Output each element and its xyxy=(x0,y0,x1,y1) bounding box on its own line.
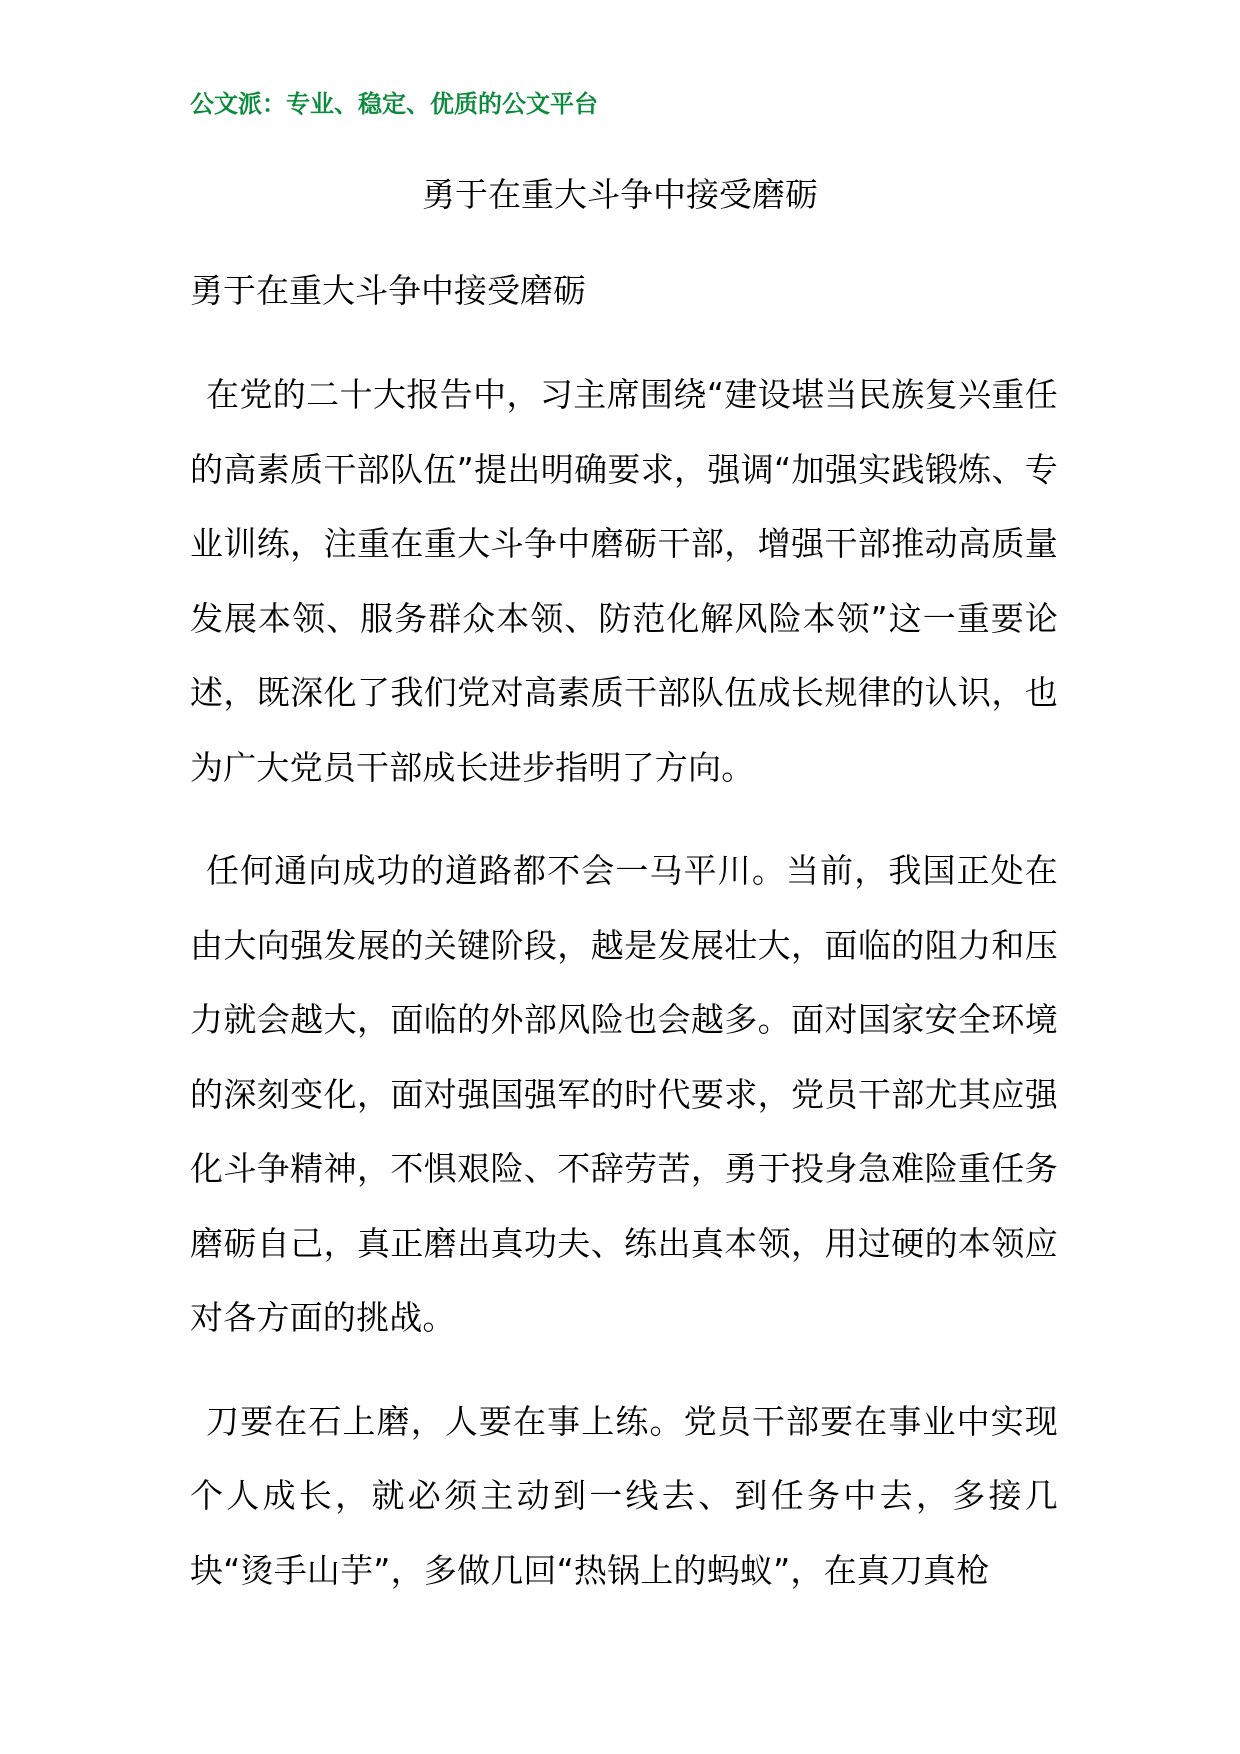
document-title: 勇于在重大斗争中接受磨砺 xyxy=(422,175,818,214)
paragraph-2: 任何通向成功的道路都不会一马平川。当前，我国正处在由大向强发展的关键阶段，越是发展壮大，面临的阻力和压力就会越大，面临的外部风险也会越多。面对国家安全环境的深刻变化，面对强国强军的时代要求，党员干部尤其应强化斗争精神，不惧艰险、不辞劳苦，勇于投身急难险重任务磨砺自己，真正磨出真功夫、练出真本领，用过硬的本领应对各方面的挑战。 xyxy=(190,851,1058,1337)
header-banner: 公文派：专业、稳定、优质的公文平台 xyxy=(190,90,598,118)
paragraph-1: 在党的二十大报告中，习主席围绕“建设堪当民族复兴重任的高素质干部队伍”提出明确要求，强调“加强实践锻炼、专业训练，注重在重大斗争中磨砺干部，增强干部推动高质量发展本领、服务群众本领、防范化解风险本领”这一重要论述，既深化了我们党对高素质干部队伍成长规律的认识，也为广大党员干部成长进步指明了方向。 xyxy=(190,375,1058,787)
document-body xyxy=(190,358,1058,1637)
document-subtitle: 勇于在重大斗争中接受磨砺 xyxy=(190,271,586,310)
paragraph-3: 刀要在石上磨，人要在事上练。党员干部要在事业中实现个人成长，就必须主动到一线去、到任务中去，多接几块“烫手山芋”，多做几回“热锅上的蚂蚁”，在真刀真枪 xyxy=(190,1401,1058,1590)
